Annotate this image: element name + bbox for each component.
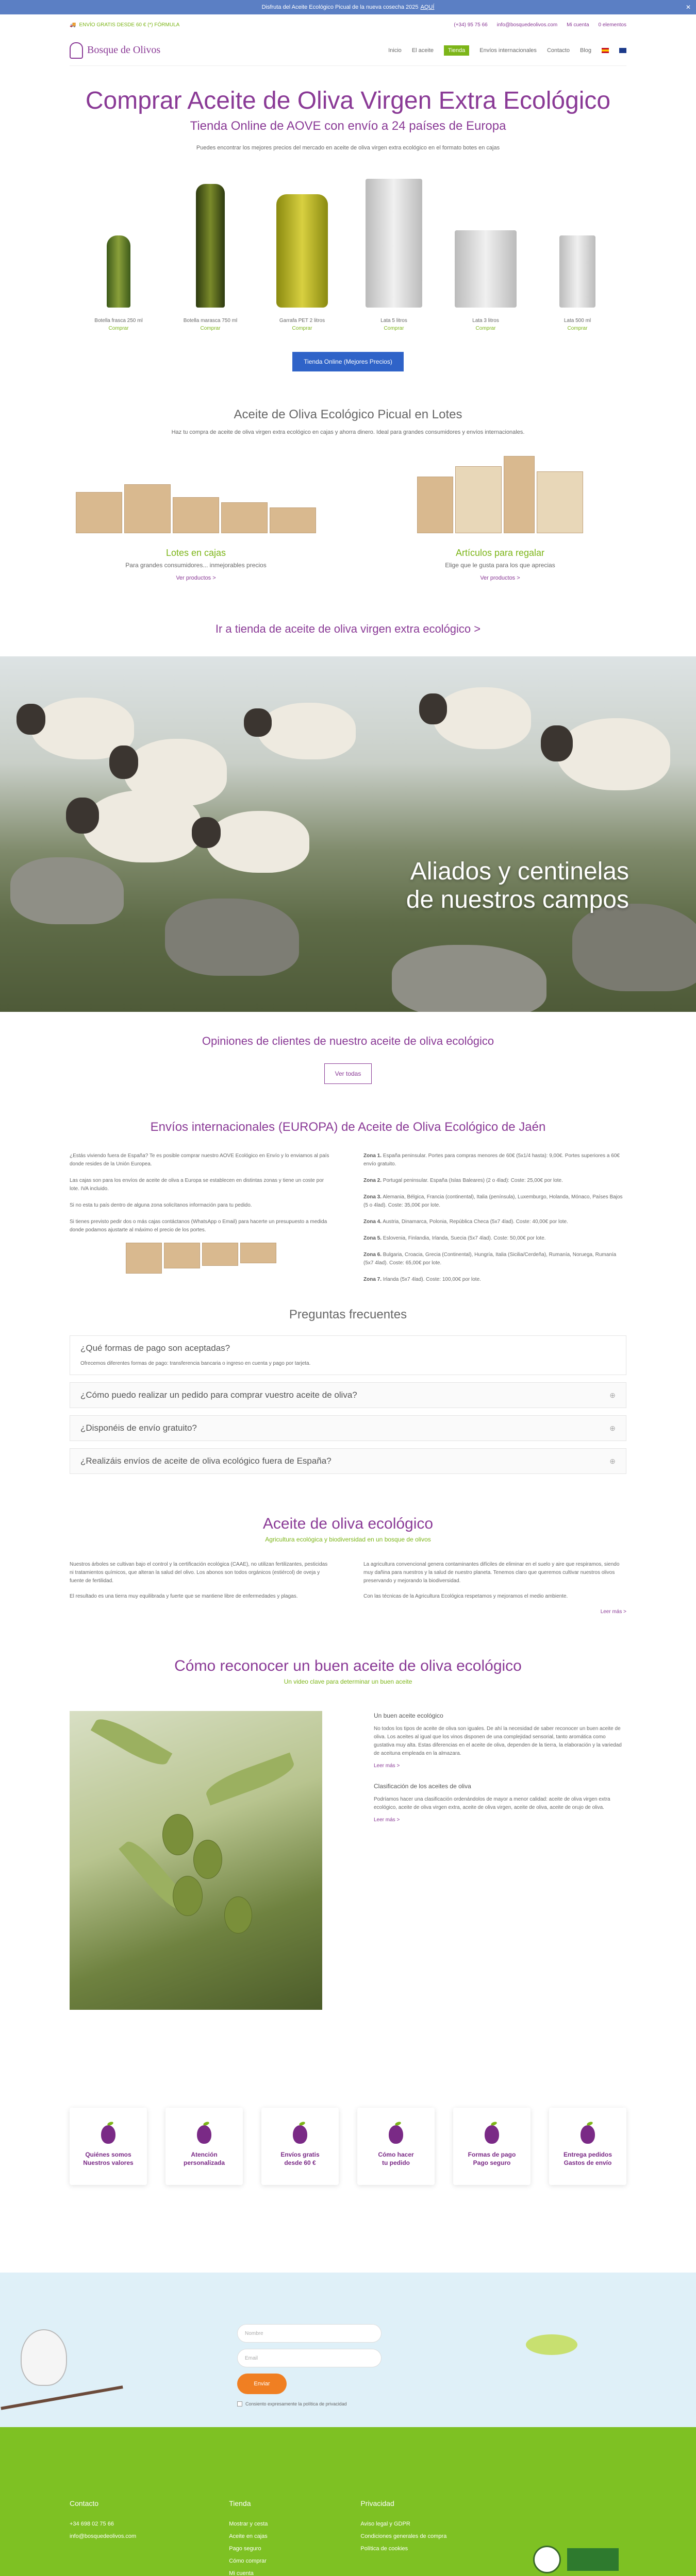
lots-description: Haz tu compra de aceite de oliva virgen extra ecológico en cajas y ahorra dinero. Ideal para grandes consumidores y envíos internacionales. bbox=[171, 429, 525, 435]
lots-title: Aceite de Oliva Ecológico Picual en Lotes bbox=[234, 408, 462, 421]
olive-icon bbox=[485, 2125, 499, 2144]
lots-grid bbox=[70, 451, 626, 581]
how-section: Un buen aceite ecológico No todos los tipos de aceite de oliva son iguales. De ahí la necesidad de saber reconocer un buen aceite de oliva. Los aceites al igual que los vinos disponen de una complejidad sensorial, tanto aromática como gustativa muy alta. Estas diferencias en el aceite de oliva, dependen de la tierra, la elaboración y la variedad de aceituna empleada en la almazara. Leer más > Clasificación de los aceites de oliva Podríamos hacer una clasificación ordenándolos de mayor a menor calidad: aceite de oliva virgen extra ecológico, aceite de oliva virgen extra, aceite de oliva virgen, aceite de oliva, aceite de orujo de oliva. Leer más > bbox=[70, 1711, 626, 2010]
product-label: Lata 3 litros bbox=[472, 318, 499, 324]
menu-item-contacto[interactable]: Contacto bbox=[546, 47, 570, 54]
tin-can-icon bbox=[455, 230, 517, 308]
footer-privacy: Privacidad Aviso legal y GDPR Condiciones generales de compra Política de cookies bbox=[360, 2499, 447, 2552]
notice-text: Disfruta del Aceite Ecológico Picual de la nueva cosecha 2025 bbox=[261, 4, 419, 10]
account-link[interactable]: Mi cuenta bbox=[567, 22, 589, 28]
features-row bbox=[70, 2108, 626, 2185]
faq-item[interactable]: ¿Qué formas de pago son aceptadas? Ofrecemos diferentes formas de pago: transferencia bancaria o ingreso en cuenta y pago por tarjeta. bbox=[70, 1335, 626, 1375]
menu-item-envios[interactable]: Envíos internacionales bbox=[479, 47, 537, 54]
buy-link[interactable]: Comprar bbox=[292, 326, 312, 331]
phone-link[interactable]: (+34) 95 75 66 bbox=[454, 22, 488, 28]
truck-icon: 🚚 bbox=[70, 22, 76, 28]
plus-icon[interactable]: ⊕ bbox=[609, 1391, 616, 1399]
footer bbox=[0, 2427, 696, 2576]
eco-text: Nuestros árboles se cultivan bajo el control y la certificación ecológica (CAAE), no utilizan fertilizantes, pesticidas ni tratamientos químicos, que alteran la salud del olivo. Los abonos son todos orgánicos (estiércol) de oveja y fuente de fertilidad. El resultado es una tierra muy equilibrada y fuerte que se mantiene libre de enfermedades y plagas. La agricultura convencional genera contaminantes difíciles de eliminar en el suelo y aire que respiramos, siendo muy dañina para nuestros y la salud de nuestro planeta. Tenemos claro que queremos cultivar nuestros olivos preservando y mejorando la biodiversidad. Con las técnicas de la Agricultura Ecológica respetamos y mejoramos el medio ambiente. Leer más > bbox=[70, 1561, 626, 1616]
hero-subtitle: Tienda Online de AOVE con envío a 24 países de Europa bbox=[190, 119, 506, 133]
feature-card[interactable]: Cómo hacer tu pedido bbox=[357, 2108, 435, 2185]
boxes-image bbox=[70, 451, 322, 533]
footer-link[interactable]: Cómo comprar bbox=[229, 2558, 267, 2564]
owl-icon bbox=[21, 2329, 67, 2386]
product-label: Garrafa PET 2 litros bbox=[279, 318, 325, 324]
shipping-title: Envíos internacionales (EUROPA) de Aceite de Oliva Ecológico de Jaén bbox=[150, 1120, 546, 1134]
lot-text: Para grandes consumidores... inmejorables precios bbox=[125, 562, 267, 569]
read-more-link[interactable]: Leer más > bbox=[374, 1763, 400, 1769]
main-nav bbox=[70, 35, 626, 66]
brand-name: Bosque de Olivos bbox=[87, 44, 161, 56]
menu-item-inicio[interactable]: Inicio bbox=[388, 47, 402, 54]
top-notice bbox=[0, 0, 696, 14]
buy-link[interactable]: Comprar bbox=[108, 326, 129, 331]
gift-image bbox=[374, 451, 626, 533]
newsletter-form bbox=[237, 2324, 382, 2406]
product-card[interactable] bbox=[263, 194, 341, 331]
branch-icon bbox=[1, 2385, 123, 2410]
how-block-title: Un buen aceite ecológico bbox=[374, 1712, 443, 1719]
footer-shop: Tienda Mostrar y cesta Aceite en cajas Pago seguro Cómo comprar Mi cuenta bbox=[229, 2499, 268, 2576]
product-card[interactable] bbox=[80, 235, 157, 331]
how-subtitle: Un video clave para determinar un buen aceite bbox=[284, 1678, 412, 1685]
bottle-icon bbox=[107, 235, 130, 308]
read-more-link[interactable]: Leer más > bbox=[374, 1817, 400, 1823]
footer-contact: Contacto +34 698 02 75 66 info@bosquedeolivos.com bbox=[70, 2499, 137, 2539]
product-label: Botella marasca 750 ml bbox=[183, 318, 238, 324]
faq-list bbox=[70, 1335, 626, 1474]
faq-item[interactable]: ¿Cómo puedo realizar un pedido para comprar vuestro aceite de oliva? ⊕ bbox=[70, 1382, 626, 1408]
eco-title: Aceite de oliva ecológico bbox=[262, 1515, 434, 1532]
buy-link[interactable]: Comprar bbox=[475, 326, 496, 331]
caae-badge-icon bbox=[533, 2546, 561, 2573]
footer-phone[interactable]: +34 698 02 75 66 bbox=[70, 2521, 114, 2527]
product-card[interactable] bbox=[172, 184, 249, 331]
banner-text: Aliados y centinelas de nuestros campos bbox=[406, 858, 629, 914]
hero-title: Comprar Aceite de Oliva Virgen Extra Ecológico bbox=[85, 87, 611, 114]
cart-link[interactable]: 0 elementos bbox=[598, 22, 626, 28]
how-block-title: Clasificación de los aceites de oliva bbox=[374, 1783, 471, 1790]
footer-link[interactable]: Pago seguro bbox=[229, 2546, 261, 2552]
buy-link[interactable]: Comprar bbox=[384, 326, 404, 331]
shop-link[interactable]: Ir a tienda de aceite de oliva virgen extra ecológico > bbox=[215, 622, 481, 635]
menu-item-tienda[interactable]: Tienda bbox=[444, 45, 469, 56]
how-title: Cómo reconocer un buen aceite de oliva ecológico bbox=[174, 1657, 522, 1674]
product-label: Lata 500 ml bbox=[564, 318, 591, 324]
top-bar bbox=[70, 14, 626, 35]
tin-can-icon bbox=[559, 235, 595, 308]
english-flag-icon[interactable] bbox=[619, 48, 626, 53]
footer-link[interactable]: Condiciones generales de compra bbox=[360, 2533, 447, 2539]
olives-image bbox=[70, 1711, 322, 2010]
eco-subtitle: Agricultura ecológica y biodiversidad en un bosque de olivos bbox=[265, 1536, 431, 1543]
email-input[interactable]: Email bbox=[237, 2349, 382, 2367]
shipping-text: ENVÍO GRATIS DESDE 60 € (*) FÓRMULA bbox=[79, 22, 180, 28]
sheep-banner bbox=[0, 656, 696, 1012]
product-list bbox=[70, 172, 626, 331]
menu-item-aceite[interactable]: El aceite bbox=[411, 47, 434, 54]
send-button[interactable]: Enviar bbox=[237, 2374, 287, 2394]
olive-icon bbox=[581, 2125, 595, 2144]
shipping-boxes-image bbox=[70, 1243, 333, 1274]
eu-organic-badge-icon bbox=[567, 2548, 619, 2571]
shipping-info: ¿Estás viviendo fuera de España? Te es posible comprar nuestro AOVE Ecológico en Envío y lo enviamos al país donde resides de la Unión Europea. Las cajas son para los envíos de aceite de oliva a Europa se establecen en distintas zonas y tiene un coste por lote. IVA incluido. Si no esta tu país dentro de alguna zona solicítanos información para tu pedido. Si tienes previsto pedir dos o más cajas contáctanos (WhatsApp o Email) para hacerte un presupuesto a medida donde podamos ajustarte al máximo el precio de los portes. Zona 1. España peninsular. Portes para compras menores de 60€ (5x1/4 hasta): 9,00€. Portes superiores a 60€ envío gratuito. Zona 2. Portugal peninsular. España (Islas Baleares) (2 o 4lad): Coste: 25,00€ por lote. Zona 3. Alemania, Bélgica, Francia (continental), Italia (península), Luxemburgo, Holanda, Mónaco, Países Bajos (5 o 4lad). Coste: 35,00€ por lote. Zona 4. Austria, Dinamarca, Polonia, República Checa (5x7 4lad). Coste: 40,00€ por lote. Zona 5. Eslovenia, Finlandia, Irlanda, Suecia (5x7 4lad). Coste: 50,00€ por lote. Zona 6. Bulgaria, Croacia, Grecia (Continental), Hungría, Italia (Sicilia/Cerdeña), Rumanía, Noruega, Rumanía (5x7 4lad). Coste: 65,00€ por lote. Zona 7. Irlanda (5x7 4lad). Coste: 100,00€ por lote. bbox=[70, 1153, 623, 1282]
privacy-label: Consiento expresamente la política de privacidad bbox=[245, 2401, 347, 2406]
feature-card[interactable]: Formas de pago Pago seguro bbox=[453, 2108, 531, 2185]
feature-card[interactable]: Quiénes somos Nuestros valores bbox=[70, 2108, 147, 2185]
footer-link[interactable]: Aviso legal y GDPR bbox=[360, 2521, 410, 2527]
tin-can-icon bbox=[366, 179, 422, 308]
footer-link[interactable]: Política de cookies bbox=[360, 2546, 408, 2552]
lot-text: Elige que le gusta para los que aprecias bbox=[445, 562, 555, 569]
lot-title: Artículos para regalar bbox=[455, 548, 545, 558]
shop-online-button[interactable]: Tienda Online (Mejores Precios) bbox=[292, 352, 404, 371]
email-link[interactable]: info@bosquedeolivos.com bbox=[496, 22, 558, 28]
free-shipping-note bbox=[70, 22, 179, 28]
plus-icon[interactable]: ⊕ bbox=[609, 1423, 616, 1432]
hero-description: Puedes encontrar los mejores precios del mercado en aceite de oliva virgen extra ecológico en el formato botes en cajas bbox=[196, 145, 500, 151]
view-products-link[interactable]: Ver productos > bbox=[480, 575, 520, 581]
product-card[interactable] bbox=[447, 230, 524, 331]
faq-title: Preguntas frecuentes bbox=[289, 1308, 407, 1321]
buy-link[interactable]: Comprar bbox=[567, 326, 588, 331]
olive-icon bbox=[389, 2125, 403, 2144]
feature-card[interactable]: Atención personalizada bbox=[165, 2108, 243, 2185]
view-products-link[interactable]: Ver productos > bbox=[176, 575, 216, 581]
newsletter-section bbox=[0, 2273, 696, 2427]
olive-icon bbox=[197, 2125, 211, 2144]
jug-icon bbox=[276, 194, 328, 308]
bottle-icon bbox=[196, 184, 225, 308]
buy-link[interactable]: Comprar bbox=[200, 326, 221, 331]
product-card[interactable] bbox=[355, 179, 433, 331]
feature-card[interactable]: Envíos gratis desde 60 € bbox=[261, 2108, 339, 2185]
olive-tree-icon bbox=[70, 42, 83, 59]
see-all-reviews-button[interactable]: Ver todas bbox=[324, 1063, 372, 1084]
spanish-flag-icon[interactable] bbox=[602, 48, 609, 53]
lot-card[interactable] bbox=[374, 451, 626, 581]
read-more-link[interactable]: Leer más > bbox=[600, 1609, 626, 1615]
footer-link[interactable]: Mostrar y cesta bbox=[229, 2521, 268, 2527]
olive-icon bbox=[293, 2125, 307, 2144]
product-card[interactable] bbox=[539, 235, 616, 331]
footer-email[interactable]: info@bosquedeolivos.com bbox=[70, 2533, 137, 2539]
plus-icon[interactable]: ⊕ bbox=[609, 1456, 616, 1465]
feature-card[interactable]: Entrega pedidos Gastos de envío bbox=[549, 2108, 626, 2185]
product-label: Lata 5 litros bbox=[380, 318, 407, 324]
menu-item-blog[interactable]: Blog bbox=[579, 47, 591, 54]
faq-item[interactable]: ¿Realizáis envíos de aceite de oliva ecológico fuera de España? ⊕ bbox=[70, 1448, 626, 1474]
certification-badges bbox=[533, 2546, 619, 2573]
bee-icon bbox=[526, 2334, 577, 2355]
product-label: Botella frasca 250 ml bbox=[94, 318, 143, 324]
opinions-title: Opiniones de clientes de nuestro aceite de oliva ecológico bbox=[202, 1035, 494, 1047]
footer-link[interactable]: Mi cuenta bbox=[229, 2570, 254, 2576]
privacy-checkbox[interactable] bbox=[237, 2401, 242, 2406]
footer-link[interactable]: Aceite en cajas bbox=[229, 2533, 268, 2539]
close-icon[interactable]: ✕ bbox=[685, 4, 691, 11]
logo[interactable] bbox=[70, 42, 160, 59]
lot-card[interactable] bbox=[70, 451, 322, 581]
lot-title: Lotes en cajas bbox=[165, 548, 226, 558]
notice-link[interactable]: AQUÍ bbox=[420, 4, 435, 10]
olive-icon bbox=[101, 2125, 115, 2144]
faq-item[interactable]: ¿Disponéis de envío gratuito? ⊕ bbox=[70, 1415, 626, 1441]
name-input[interactable]: Nombre bbox=[237, 2324, 382, 2343]
